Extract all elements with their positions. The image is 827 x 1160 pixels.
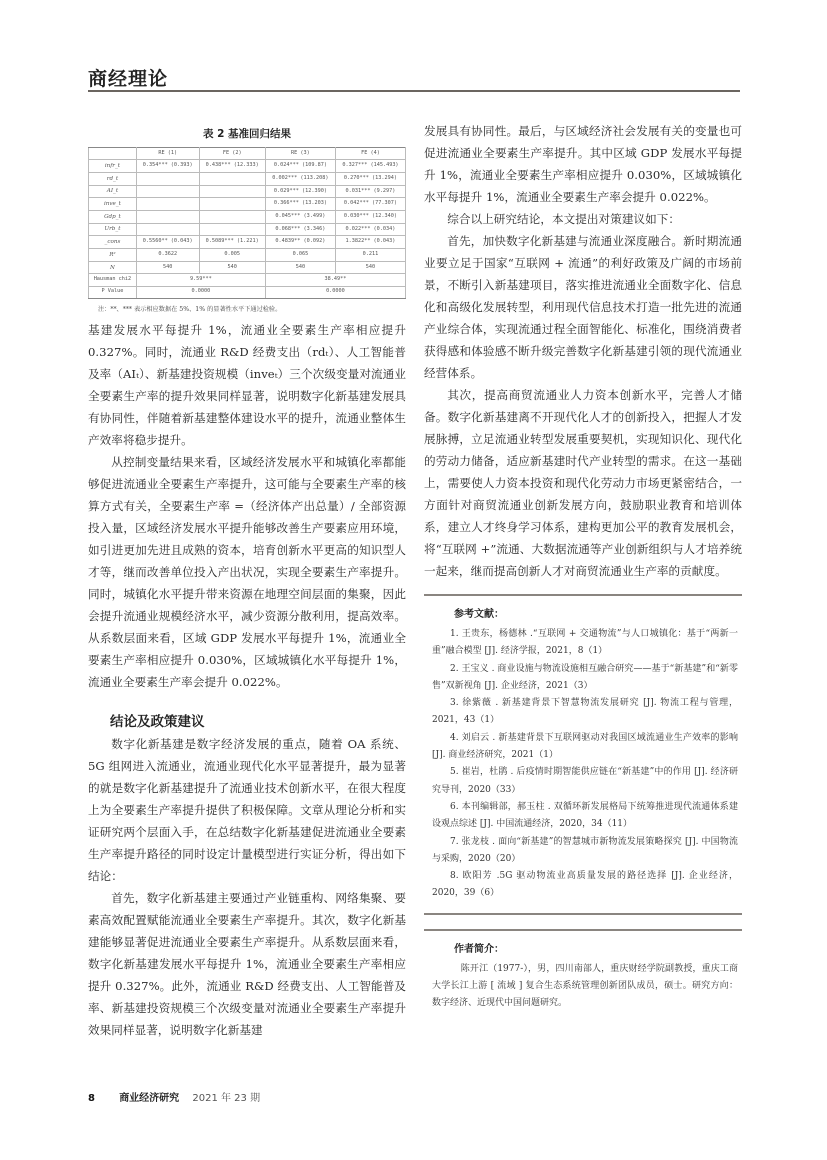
section-heading: 结论及政策建议 — [110, 713, 205, 730]
table-cell: 0.068*** (3.346) — [265, 223, 335, 236]
table-title: 表 2 基准回归结果 — [202, 128, 292, 140]
table-cell: 0.005 — [199, 249, 265, 262]
table-cell: 0.366*** (13.203) — [265, 198, 335, 211]
table-cell: 0.5089*** (1.221) — [199, 236, 265, 249]
row-label: Urb_t — [89, 223, 137, 236]
divider — [424, 913, 742, 915]
table-cell: 540 — [199, 261, 265, 274]
reference-item: 4. 刘启云 . 新基建背景下互联网驱动对我国区域流通业生产效率的影响 [J]. 商业经济研究，2021（1） — [432, 732, 738, 761]
paragraph: 从控制变量结果来看，区域经济发展水平和城镇化率都能够促进流通业全要素生产率提升，这可能与全要素生产率的核算方式有关，全要素生产率 =（经济体产出总量）/ 全部资源投入量，区域经济发展水平提升能够改善生产要素应用环境，如引进更加先进且成熟的资本，培育创新水平更高的知识型人才等，继而改善单位投入产出状况，实现全要素生产率提升。同时，城镇化水平提升带来资源在地理空间层面的集聚，因此会提升流通业规模经济水平，减少资源分散利用，提高效率。从系数层面来看，区域 GDP 发展水平每提升 1%，流通业全要素生产率相应提升 0.030%，区域城镇化水平每提升 1%，流通业全要素生产率会提升 0.022%。 — [88, 454, 406, 689]
row-label: N — [89, 261, 137, 274]
divider — [424, 929, 742, 931]
paragraph: 发展具有协同性。最后，与区域经济社会发展有关的变量也可促进流通业全要素生产率提升。其中区域 GDP 发展水平每提升 1%，流通业全要素生产率相应提升 0.030%，区域城镇化水平每提升 1%，流通业全要素生产率会提升 0.022%。 — [424, 124, 742, 204]
table-cell: 0.024*** (109.87) — [265, 160, 335, 173]
table-header-cell: FE (2) — [199, 148, 265, 160]
table-cell: 0.022*** (0.034) — [335, 223, 405, 236]
table-cell: 38.49** — [265, 274, 405, 286]
table-cell — [199, 198, 265, 211]
table-cell: 0.045*** (3.499) — [265, 210, 335, 223]
journal-name: 商业经济研究 — [119, 1093, 180, 1104]
divider — [424, 594, 742, 596]
table-cell: 0.0000 — [265, 286, 405, 298]
table-row-pvalue — [89, 286, 406, 298]
table-header-cell: FE (4) — [335, 148, 405, 160]
table-cell: 0.211 — [335, 249, 405, 262]
table-row — [89, 261, 406, 274]
reference-item: 1. 王贵东，杨德林 .“互联网 + 交通物流”与人口城镇化：基于“两新一重”融合模型 [J]. 经济学报，2021，8（1） — [432, 629, 738, 657]
reference-item: 5. 崔岩，杜鹃 . 后疫情时期智能供应链在“新基建”中的作用 [J]. 经济研究导刊，2020（33） — [432, 767, 738, 795]
reference-item: 7. 张龙枝 . 面向“新基建”的智慧城市新物流发展策略探究 [J]. 中国物流与采购，2020（20） — [432, 836, 738, 864]
table-row — [89, 249, 406, 262]
table-cell: 0.354*** (0.393) — [136, 160, 199, 173]
header-rule — [88, 90, 740, 92]
table-cell: 0.031*** (9.297) — [335, 185, 405, 198]
table-cell: 540 — [265, 261, 335, 274]
table-cell: 0.042*** (77.307) — [335, 198, 405, 211]
references-heading: 参考文献： — [454, 609, 504, 620]
right-column — [424, 120, 742, 1013]
table-cell: 0.030*** (12.340) — [335, 210, 405, 223]
table-row-hausman — [89, 274, 406, 286]
table-cell — [199, 185, 265, 198]
table-cell: 0.3622 — [136, 249, 199, 262]
table-row — [89, 198, 406, 211]
table-header-cell — [89, 148, 137, 160]
table-cell — [136, 210, 199, 223]
table-header-row — [89, 148, 406, 160]
table-row — [89, 223, 406, 236]
paragraph: 其次，提高商贸流通业人力资本创新水平，完善人才储备。数字化新基建离不开现代化人才的创新投入，把握人才发展脉搏，立足流通业转型发展重要契机，实现知识化、现代化的劳动力储备，适应新基建时代产业转型的需求。在这一基础上，需要使人力资本投资和现代化劳动力市场更紧密结合，一方面针对商贸流通业创新发展方向，鼓励职业教育和培训体系，建立人才终身学习体系，建构更加公平的教育发展机会，将“互联网 +”流通、大数据流通等产业创新组织与人才培养统一起来，继而提高创新人才对商贸流通业生产率的贡献度。 — [424, 388, 742, 578]
paragraph: 首先，数字化新基建主要通过产业链重构、网络集聚、要素高效配置赋能流通业全要素生产率提升。其次，数字化新基建能够显著促进流通业全要素生产率提升。从系数层面来看，数字化新基建发展水平每提升 1%，流通业全要素生产率相应提升 0.327%。此外，流通业 R&D 经费支出、人工智能普及率、新基建投资规模三个次级变量对流通业全要素生产率提升效果同样显著，说明数字化新基建 — [88, 890, 406, 1037]
table-cell: 0.327*** (145.493) — [335, 160, 405, 173]
table-body — [89, 160, 406, 274]
table-cell — [136, 185, 199, 198]
table-cell: 1.3822** (0.043) — [335, 236, 405, 249]
table-cell — [199, 210, 265, 223]
row-label: Hausman chi2 — [89, 274, 137, 286]
row-label: _cons — [89, 236, 137, 249]
author-heading: 作者简介： — [454, 943, 504, 955]
reference-item: 6. 本刊编辑部，郝玉柱 . 双循环新发展格局下统筹推进现代流通体系建设观点综述 [J]. 中国流通经济，2020，34（11） — [432, 801, 738, 830]
row-label: inve_t — [89, 198, 137, 211]
table-cell: 0.5560** (0.043) — [136, 236, 199, 249]
section-title: 商经理论 — [88, 68, 169, 90]
table-cell: 0.270*** (13.294) — [335, 172, 405, 185]
table-cell: 0.065 — [265, 249, 335, 262]
table-cell — [136, 223, 199, 236]
row-label: AI_t — [89, 185, 137, 198]
paragraph: 综合以上研究结论，本文提出对策建议如下： — [447, 212, 681, 226]
table-note: 注：**、*** 表示相应数据在 5%、1% 的显著性水平下通过检验。 — [98, 305, 282, 313]
paragraph: 首先，加快数字化新基建与流通业深度融合。新时期流通业要立足于国家“互联网 + 流通”的利好政策及广阔的市场前景，不断引入新基建项目，落实推进流通业全面数字化、信息化和高级化发展转型，利用现代信息技术打造一批先进的流通产业综合体，实现流通过程全面智能化、标准化，围绕消费者获得感和体验感不断升级完善数字化新基建引领的现代流通业经营体系。 — [424, 234, 742, 380]
table-cell: 0.029*** (12.390) — [265, 185, 335, 198]
row-label: infr_t — [89, 160, 137, 173]
page-footer — [88, 1089, 260, 1104]
table-header-cell: RE (1) — [136, 148, 199, 160]
table-cell: 0.4839** (0.092) — [265, 236, 335, 249]
row-label: P Value — [89, 286, 137, 298]
row-label: rd_t — [89, 172, 137, 185]
table-row — [89, 160, 406, 173]
table-cell: 0.0000 — [136, 286, 265, 298]
table-cell — [136, 172, 199, 185]
paragraph: 数字化新基建是数字经济发展的重点，随着 OA 系统、5G 组网进入流通业，流通业现代化水平显著提升，最为显著的就是数字化新基建提升了流通业技术创新水平，在很大程度上为全要素生产率提升提供了积极保障。文章从理论分析和实证研究两个层面入手，在总结数字化新基建促进流通业全要素生产率提升路径的同时设定计量模型进行实证分析，得出如下结论： — [88, 736, 406, 883]
table-header-cell: RE (3) — [265, 148, 335, 160]
table-row — [89, 236, 406, 249]
author-bio: 陈开江（1977-），男，四川南部人，重庆财经学院副教授，重庆工商大学长江上游 [ 流域 ] 复合生态系统管理创新团队成员，硕士。研究方向：数字经济、近现代中国问题研究。 — [432, 963, 738, 1009]
reference-item: 8. 欧阳芳 .5G 驱动物流业高质量发展的路径选择 [J]. 企业经济，2020，39（6） — [432, 871, 738, 899]
issue-label: 2021 年 23 期 — [192, 1093, 261, 1104]
table-cell: 540 — [136, 261, 199, 274]
page-number: 8 — [88, 1093, 95, 1104]
table-cell: 0.002*** (113.208) — [265, 172, 335, 185]
row-label: Gdp_t — [89, 210, 137, 223]
references-list — [424, 626, 742, 903]
row-label: R² — [89, 249, 137, 262]
table-cell — [136, 198, 199, 211]
regression-table — [88, 147, 406, 299]
table-cell: 0.438*** (12.333) — [199, 160, 265, 173]
table-row — [89, 210, 406, 223]
table-row — [89, 172, 406, 185]
reference-item: 3. 徐紫薇 . 新基建背景下智慧物流发展研究 [J]. 物流工程与管理，2021，43（1） — [432, 698, 738, 726]
paragraph: 基建发展水平每提升 1%，流通业全要素生产率相应提升 0.327%。同时，流通业 R&D 经费支出（rdₜ）、人工智能普及率（AIₜ）、新基建投资规模（inveₜ）三个次级变量对流通业全要素生产率的提升效果同样显著，说明数字化新基建发展具有协同性，伴随着新基建整体建设水平的提升，流通业整体生产效率将稳步提升。 — [88, 322, 406, 447]
left-column — [88, 120, 406, 1041]
table-cell: 540 — [335, 261, 405, 274]
table-cell — [199, 172, 265, 185]
reference-item: 2. 王宝义 . 商业设施与物流设施相互融合研究——基于“新基建”和“新零售”双新视角 [J]. 企业经济，2021（3） — [432, 663, 738, 691]
table-row — [89, 185, 406, 198]
table-cell — [199, 223, 265, 236]
table-cell: 9.59*** — [136, 274, 265, 286]
